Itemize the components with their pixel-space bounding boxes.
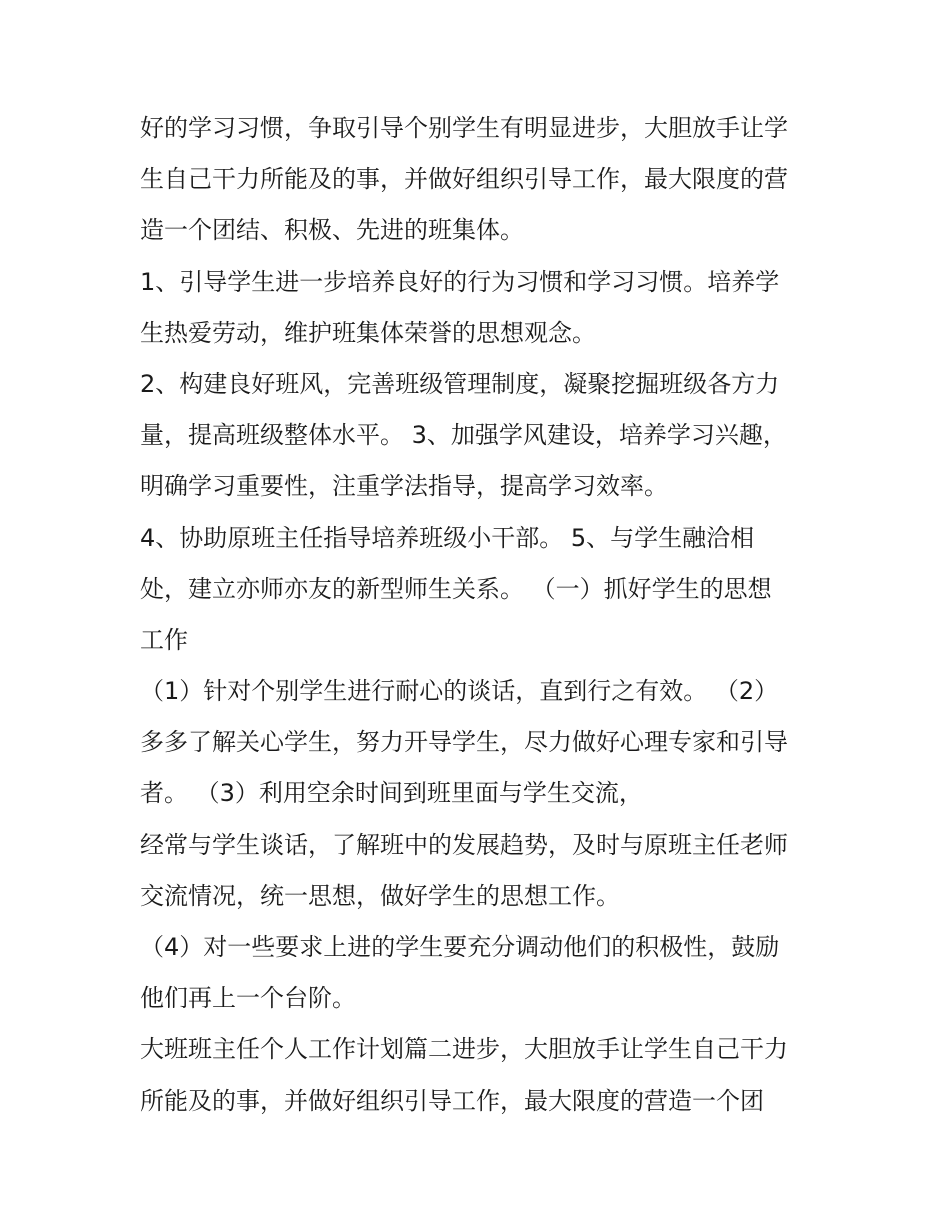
- text-line: 经常与学生谈话，了解班中的发展趋势，及时与原班主任老师: [140, 830, 788, 859]
- text-line: 量，提高班级整体水平。 3、加强学风建设，培养学习兴趣，: [140, 421, 787, 450]
- document-body: [140, 103, 830, 1127]
- text-line: 好的学习习惯，争取引导个别学生有明显进步，大胆放手让学: [140, 114, 788, 142]
- text-line: 1、引导学生进一步培养良好的行为习惯和学习习惯。培养学: [140, 267, 780, 296]
- text-line: 明确学习重要性，注重学法指导，提高学习效率。: [140, 472, 668, 501]
- text-line: 工作: [140, 625, 188, 654]
- text-line: 生自己干力所能及的事，并做好组织引导工作，最大限度的营: [140, 165, 788, 194]
- text-line: （1）针对个别学生进行耐心的谈话，直到行之有效。 （2）: [140, 677, 779, 706]
- text-line: 者。 （3）利用空余时间到班里面与学生交流，: [140, 779, 643, 808]
- text-line: 交流情况，统一思想，做好学生的思想工作。: [140, 881, 620, 910]
- text-line: 造一个团结、积极、先进的班集体。: [140, 216, 524, 245]
- text-line: 他们再上一个台阶。: [140, 984, 356, 1013]
- text-line: 2、构建良好班风，完善班级管理制度，凝聚挖掘班级各方力: [140, 369, 780, 398]
- text-line: 生热爱劳动，维护班集体荣誉的思想观念。: [140, 318, 596, 347]
- text-line: 多多了解关心学生，努力开导学生，尽力做好心理专家和引导: [140, 728, 788, 757]
- text-line: 所能及的事，并做好组织引导工作，最大限度的营造一个团: [140, 1086, 764, 1115]
- text-line: （4）对一些要求上进的学生要充分调动他们的积极性，鼓励: [140, 933, 780, 961]
- text-line: 处，建立亦师亦友的新型师生关系。 （一）抓好学生的思想: [140, 574, 772, 603]
- text-line: 大班班主任个人工作计划篇二进步，大胆放手让学生自己干力: [140, 1035, 788, 1064]
- text-line: 4、协助原班主任指导培养班级小干部。 5、与学生融洽相: [140, 523, 755, 552]
